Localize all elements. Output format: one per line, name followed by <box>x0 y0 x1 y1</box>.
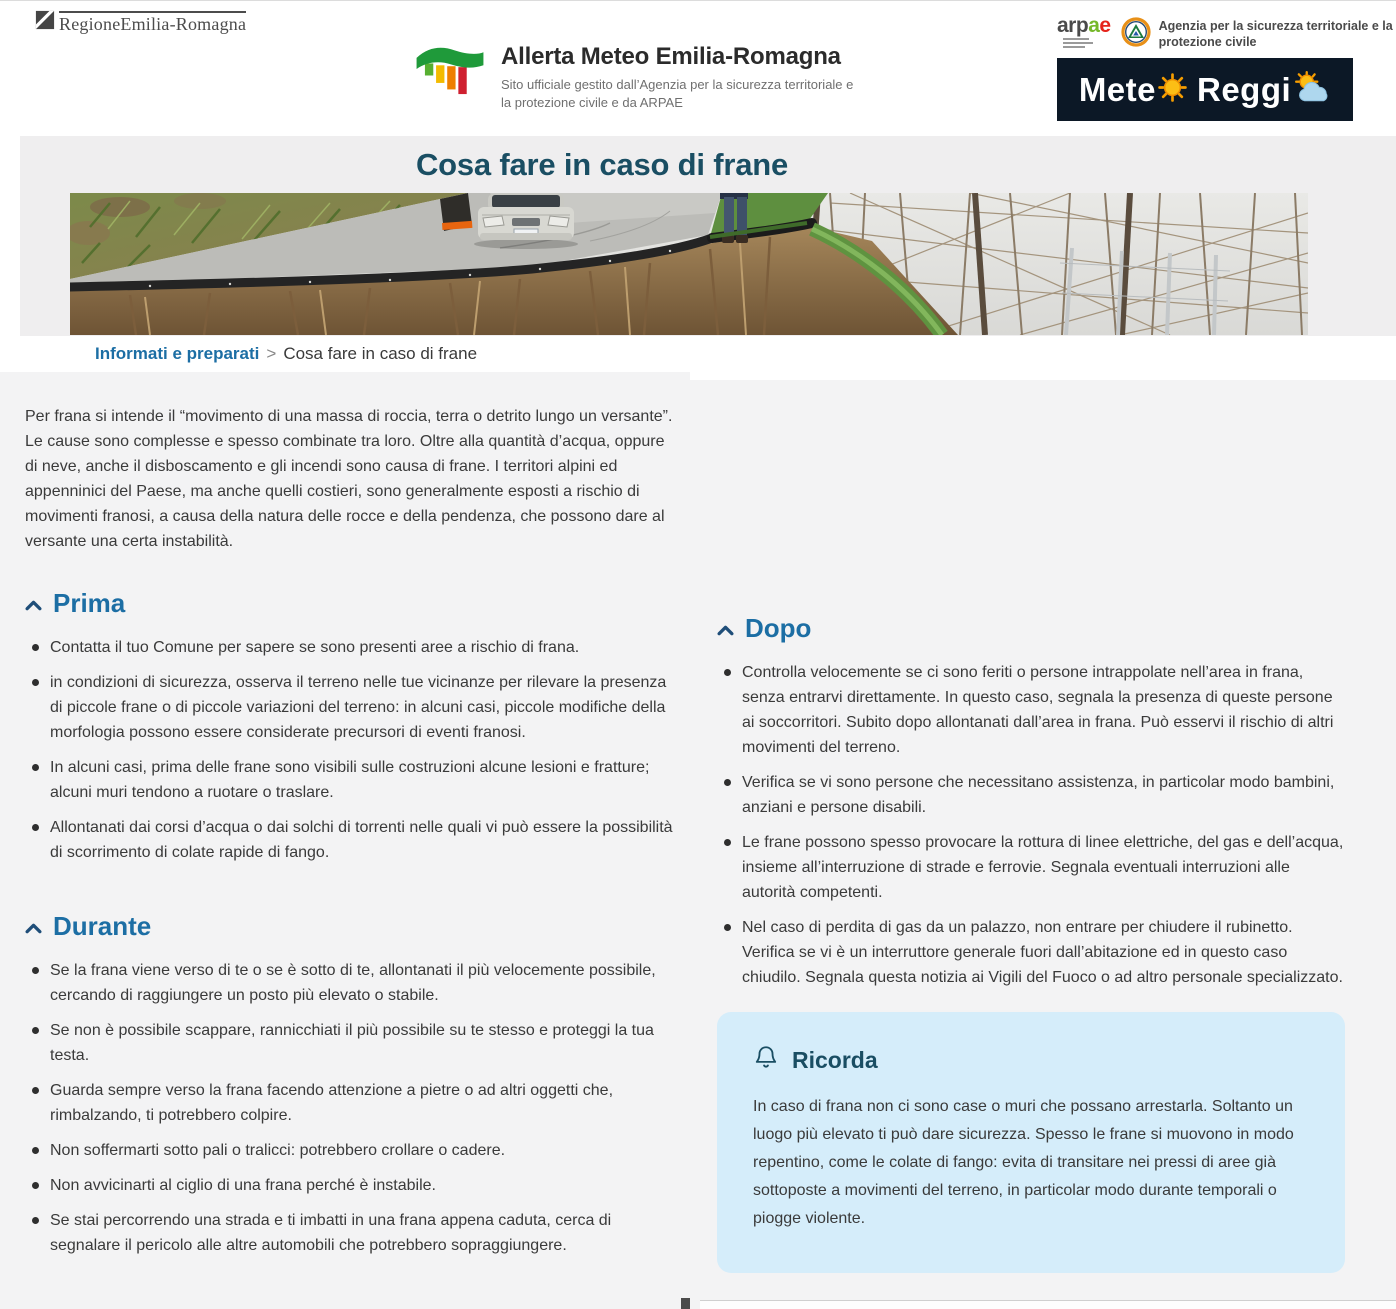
list-item: Nel caso di perdita di gas da un palazzo, non entrare per chiudere il rubinetto. Verifica se vi è un interruttore generale fuori dall’abitazione ed in questo caso chiudilo. Segnala questa notizia ai Vigili del Fuoco o ad altro personale specializzato. <box>742 915 1345 990</box>
intro-paragraph-1: Per frana si intende il “movimento di una massa di roccia, terra o detrito lungo un versante”. <box>25 408 673 425</box>
site-brand-text <box>501 43 853 111</box>
chevron-up-icon <box>25 923 42 934</box>
bell-icon <box>753 1044 779 1076</box>
regione-emilia-romagna-logo[interactable] <box>35 10 246 35</box>
page-title: Cosa fare in caso di frane <box>415 147 789 182</box>
partner-logos <box>1057 14 1393 52</box>
breadcrumb <box>0 336 1396 372</box>
sun-icon <box>1158 73 1187 107</box>
regione-logo-label: RegioneEmilia-Romagna <box>59 11 246 35</box>
list-item: Non soffermarti sotto pali o tralicci: potrebbero crollare o cadere. <box>50 1138 681 1163</box>
section-header-dopo[interactable]: Dopo <box>717 613 1345 644</box>
protezione-civile-agency[interactable] <box>1121 17 1393 52</box>
prima-list <box>25 635 681 865</box>
left-column <box>25 372 681 1268</box>
arpae-logo[interactable]: arpae <box>1057 17 1111 48</box>
arpae-tagline-lines <box>1057 38 1111 48</box>
agency-name: Agenzia per la sicurezza territoriale e la protezione civile <box>1158 18 1393 49</box>
site-brand[interactable] <box>413 43 853 111</box>
reggio-word: Reggi <box>1197 70 1292 108</box>
list-item: Guarda sempre verso la frana facendo attenzione a pietre o ad altri oggetti che, rimbalzando, ti potrebbero colpire. <box>50 1078 681 1128</box>
intro-text <box>25 404 681 554</box>
ricorda-callout <box>717 1012 1345 1273</box>
list-item: Allontanati dai corsi d’acqua o dai solchi di torrenti nelle quali vi può essere la possibilità di scorrimento di colate rapide di fango. <box>50 815 681 865</box>
list-item: Verifica se vi sono persone che necessitano assistenza, in particolar modo bambini, anziani e persone disabili. <box>742 770 1345 820</box>
list-item: Le frane possono spesso provocare la rottura di linee elettriche, del gas e dell’acqua, insieme all’interruzione di strade e ferrovie. Segnala eventuali interruzioni alle autorità competenti. <box>742 830 1345 905</box>
site-subtitle: Sito ufficiale gestito dall’Agenzia per la sicurezza territoriale e la protezione civile e da ARPAE <box>501 77 854 110</box>
breadcrumb-parent-link[interactable]: Informati e preparati <box>95 344 260 363</box>
sun-cloud-icon <box>1293 71 1331 108</box>
right-column <box>717 372 1345 1273</box>
regione-flag-icon <box>35 10 55 35</box>
chevron-up-icon <box>25 600 42 611</box>
chevron-up-icon <box>717 625 734 636</box>
section-header-durante[interactable]: Durante <box>25 911 681 942</box>
ricorda-text: In caso di frana non ci sono case o muri che possano arrestarla. Soltanto un luogo più elevato ti può dare sicurezza. Spesso le frane si muovono in modo repentino, come le colate di fango: evita di transitare nei pressi di aree già sottoposte a movimenti del terreno, in particolar modo durante temporali o piogge violente. <box>753 1098 1294 1227</box>
intro-paragraph-2: Le cause sono complesse e spesso combinate tra loro. Oltre alla quantità d’acqua, oppure di neve, anche il disboscamento e gli incendi sono causa di frane. I territori alpini ed appenninici del Paese, ma anche quelli costieri, sono generalmente esposti a rischio di movimenti franosi, a causa della natura delle rocce e della pendenza, che possono dare al versante una certa instabilità. <box>25 433 665 550</box>
durante-list <box>25 958 681 1258</box>
breadcrumb-separator: > <box>266 344 277 363</box>
breadcrumb-current: Cosa fare in caso di frane <box>283 344 478 363</box>
meteo-reggio-banner[interactable] <box>1057 58 1353 121</box>
ricorda-title: Ricorda <box>792 1046 878 1073</box>
page-corner-mark <box>681 1298 690 1309</box>
protezione-civile-icon <box>1121 17 1151 52</box>
site-title: Allerta Meteo Emilia-Romagna <box>501 43 841 70</box>
list-item: Contatta il tuo Comune per sapere se sono presenti aree a rischio di frana. <box>50 635 681 660</box>
list-item: Se stai percorrendo una strada e ti imbatti in una frana appena caduta, cerca di segnalare il pericolo alle altre automobili che potrebbero sopraggiungere. <box>50 1208 681 1258</box>
list-item: Se la frana viene verso di te o se è sotto di te, allontanati il più velocemente possibile, cercando di raggiungere un posto più elevato o stabile. <box>50 958 681 1008</box>
site-header <box>0 1 1396 136</box>
landslide-hero-image <box>70 193 1308 335</box>
list-item: Se non è possibile scappare, rannicchiati il più possibile su te stesso e proteggi la tua testa. <box>50 1018 681 1068</box>
allerta-meteo-flag-icon <box>413 43 487 100</box>
main-content <box>0 372 1396 1309</box>
section-header-prima[interactable]: Prima <box>25 588 681 619</box>
list-item: Controlla velocemente se ci sono feriti o persone intrappolate nell’area in frana, senza entrarvi direttamente. In questo caso, segnala la presenza di queste persone ai soccorritori. Subito dopo allontanati dall’area in frana. Può esservi il rischio di altri movimenti del terreno. <box>742 660 1345 760</box>
list-item: Non avvicinarti al ciglio di una frana perché è instabile. <box>50 1173 681 1198</box>
title-band <box>20 136 1396 336</box>
dopo-list <box>717 660 1345 990</box>
list-item: in condizioni di sicurezza, osserva il terreno nelle tue vicinanze per rilevare la presenza di piccole frane o di piccole variazioni del terreno: in alcuni casi, piccole modifiche della morfologia possono essere considerate precursori di eventi franosi. <box>50 670 681 745</box>
list-item: In alcuni casi, prima delle frane sono visibili sulle costruzioni alcune lesioni e fratture; alcuni muri tendono a ruotare o traslare. <box>50 755 681 805</box>
ricorda-header <box>753 1044 1309 1076</box>
meteo-word: Mete <box>1078 70 1156 108</box>
